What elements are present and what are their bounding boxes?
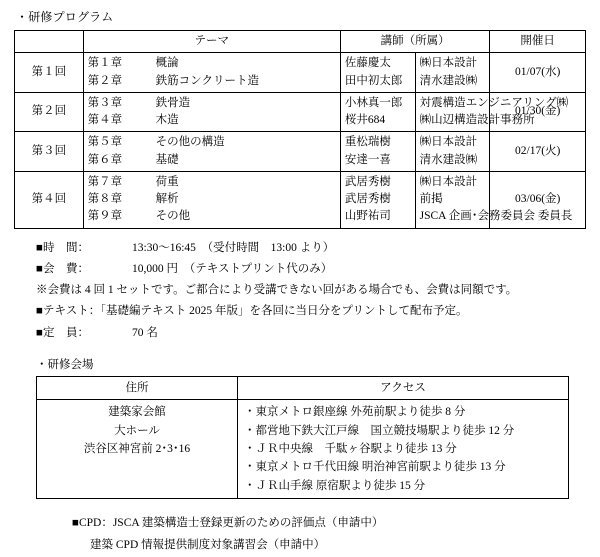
cell-date: 03/06(金) bbox=[490, 171, 586, 228]
organization-name: 清水建設㈱ bbox=[419, 153, 478, 166]
theme-chapter: 第７章 bbox=[87, 175, 123, 188]
access-line: ・東京メトロ千代田線 明治神宮前駅より徒歩 13 分 bbox=[244, 461, 506, 474]
info-fee-label: ■会 費： bbox=[36, 262, 89, 275]
lecturer-name: 小林真一郎 bbox=[344, 96, 403, 109]
lecturer-name: 安達一喜 bbox=[344, 153, 391, 166]
theme-chapter: 第３章 bbox=[87, 96, 123, 109]
lecturer-name: 桜井684 bbox=[344, 114, 386, 126]
cell-theme bbox=[83, 53, 340, 93]
program-section-title: ・研修プログラム bbox=[16, 10, 114, 24]
organization-name: JSCA 企画･会務委員会 委員長 bbox=[419, 210, 573, 223]
info-time-label: ■時 間： bbox=[36, 241, 89, 254]
theme-chapter: 第５章 bbox=[87, 136, 123, 149]
cell-lecturer bbox=[340, 171, 415, 228]
cell-organization bbox=[415, 132, 490, 172]
theme-chapter: 第４章 bbox=[87, 114, 123, 126]
column-header-session bbox=[15, 31, 84, 53]
theme-line bbox=[88, 112, 336, 129]
table-row bbox=[15, 132, 586, 172]
info-text-value: 「基礎編テキスト 2025 年版」を各回に当日分をプリントして配布予定。 bbox=[100, 305, 468, 318]
column-header-theme: テーマ bbox=[83, 31, 340, 53]
cell-lecturer bbox=[340, 92, 415, 132]
access-line: ・東京メトロ銀座線 外苑前駅より徒歩 8 分 bbox=[244, 406, 466, 419]
cell-lecturer bbox=[340, 53, 415, 93]
column-header-access: アクセス bbox=[238, 376, 569, 399]
theme-chapter: 第６章 bbox=[87, 153, 123, 166]
theme-line bbox=[88, 152, 336, 169]
info-note: ※会費は 4 回 1 セットです。ご都合により受講できない回がある場合でも、会費は同額です。 bbox=[36, 284, 518, 297]
cell-session: 第３回 bbox=[15, 132, 84, 172]
venue-header-row bbox=[37, 376, 569, 399]
info-capacity-label: ■定 員： bbox=[36, 326, 89, 339]
theme-line bbox=[88, 134, 336, 151]
venue-table-head bbox=[37, 376, 569, 399]
cell-session: 第１回 bbox=[15, 53, 84, 93]
theme-title: 木造 bbox=[155, 114, 179, 126]
footer-block bbox=[14, 513, 586, 557]
cell-venue-access bbox=[238, 400, 569, 499]
footer-cpd-line: ■CPD：JSCA 建築構造士登録更新のための評価点（申請中） bbox=[72, 517, 384, 530]
venue-address-line: 渋谷区神宮前 2･3･16 bbox=[83, 443, 191, 455]
access-line: ・都営地下鉄大江戸線 国立競技場駅より徒歩 12 分 bbox=[244, 424, 515, 437]
info-capacity bbox=[36, 323, 586, 344]
lecturer-name: 佐藤慶太 bbox=[344, 57, 391, 70]
theme-line bbox=[88, 191, 336, 208]
organization-name: ㈱山辺構造設計事務所 bbox=[419, 114, 535, 126]
info-text-label: ■テキスト： bbox=[36, 305, 101, 318]
program-table bbox=[14, 30, 586, 229]
cell-session: 第４回 bbox=[15, 171, 84, 228]
theme-line bbox=[88, 208, 336, 225]
theme-title: その他の構造 bbox=[155, 136, 225, 149]
table-row bbox=[15, 53, 586, 93]
theme-chapter: 第９章 bbox=[87, 210, 123, 223]
theme-title: 鉄骨造 bbox=[155, 96, 191, 109]
organization-name: ㈱日本設計 bbox=[419, 175, 478, 188]
table-row bbox=[15, 92, 586, 132]
lecturer-name: 田中初太郎 bbox=[344, 74, 403, 87]
column-header-address: 住所 bbox=[37, 376, 238, 399]
info-block bbox=[14, 238, 586, 344]
info-time-value: 13:30～16:45 （受付時間 13:00 より） bbox=[132, 241, 335, 254]
venue-name-line: 建築家会館 bbox=[108, 406, 166, 419]
cell-theme bbox=[83, 132, 340, 172]
table-row bbox=[15, 171, 586, 228]
access-line: ・ＪＲ中央線 千駄ヶ谷駅より徒歩 13 分 bbox=[244, 443, 457, 455]
organization-name: 対震構造エンジニアリング㈱ bbox=[419, 96, 569, 109]
venue-hall-line: 大ホール bbox=[114, 424, 160, 437]
theme-chapter: 第１章 bbox=[87, 57, 123, 70]
theme-title: 解析 bbox=[155, 193, 179, 205]
cell-lecturer bbox=[340, 132, 415, 172]
organization-name: 前掲 bbox=[419, 193, 443, 205]
theme-chapter: 第８章 bbox=[87, 193, 123, 205]
cell-date: 01/07(水) bbox=[490, 53, 586, 93]
table-row bbox=[37, 400, 569, 499]
theme-title: 荷重 bbox=[155, 175, 179, 188]
info-capacity-value: 70 名 bbox=[132, 326, 158, 339]
info-time bbox=[36, 238, 586, 259]
theme-title: 基礎 bbox=[155, 153, 179, 166]
footer-cpd-subline: 建築 CPD 情報提供制度対象講習会（申請中） bbox=[90, 539, 326, 552]
theme-title: 鉄筋コンクリート造 bbox=[155, 74, 259, 87]
theme-chapter: 第２章 bbox=[87, 74, 123, 87]
info-fee bbox=[36, 259, 586, 280]
venue-section-title: ・研修会場 bbox=[36, 358, 94, 371]
lecturer-name: 重松瑞樹 bbox=[344, 136, 391, 149]
theme-line bbox=[88, 55, 336, 72]
program-table-body bbox=[15, 53, 586, 228]
cell-date: 01/30(金) bbox=[490, 92, 586, 132]
column-header-date: 開催日 bbox=[490, 31, 586, 53]
access-line: ・ＪＲ山手線 原宿駅より徒歩 15 分 bbox=[244, 479, 426, 492]
info-text bbox=[36, 301, 586, 322]
theme-line bbox=[88, 174, 336, 191]
theme-line bbox=[88, 73, 336, 90]
organization-name: ㈱日本設計 bbox=[419, 57, 478, 70]
venue-table-body bbox=[37, 400, 569, 499]
venue-table bbox=[36, 376, 569, 499]
program-table-head bbox=[15, 31, 586, 53]
lecturer-name: 山野祐司 bbox=[344, 210, 391, 223]
theme-title: 概論 bbox=[155, 57, 179, 70]
theme-title: その他 bbox=[155, 210, 191, 223]
cell-organization bbox=[415, 53, 490, 93]
lecturer-name: 武居秀樹 bbox=[344, 193, 391, 205]
lecturer-name: 武居秀樹 bbox=[344, 175, 391, 188]
cell-theme bbox=[83, 92, 340, 132]
cell-date: 02/17(火) bbox=[490, 132, 586, 172]
table-header-row bbox=[15, 31, 586, 53]
theme-line bbox=[88, 95, 336, 112]
info-fee-value: 10,000 円 （テキストプリント代のみ） bbox=[132, 262, 333, 275]
cell-theme bbox=[83, 171, 340, 228]
organization-name: ㈱日本設計 bbox=[419, 136, 478, 149]
cell-session: 第２回 bbox=[15, 92, 84, 132]
cell-venue-address bbox=[37, 400, 238, 499]
column-header-lecturer: 講師（所属） bbox=[340, 31, 489, 53]
organization-name: 清水建設㈱ bbox=[419, 74, 478, 87]
